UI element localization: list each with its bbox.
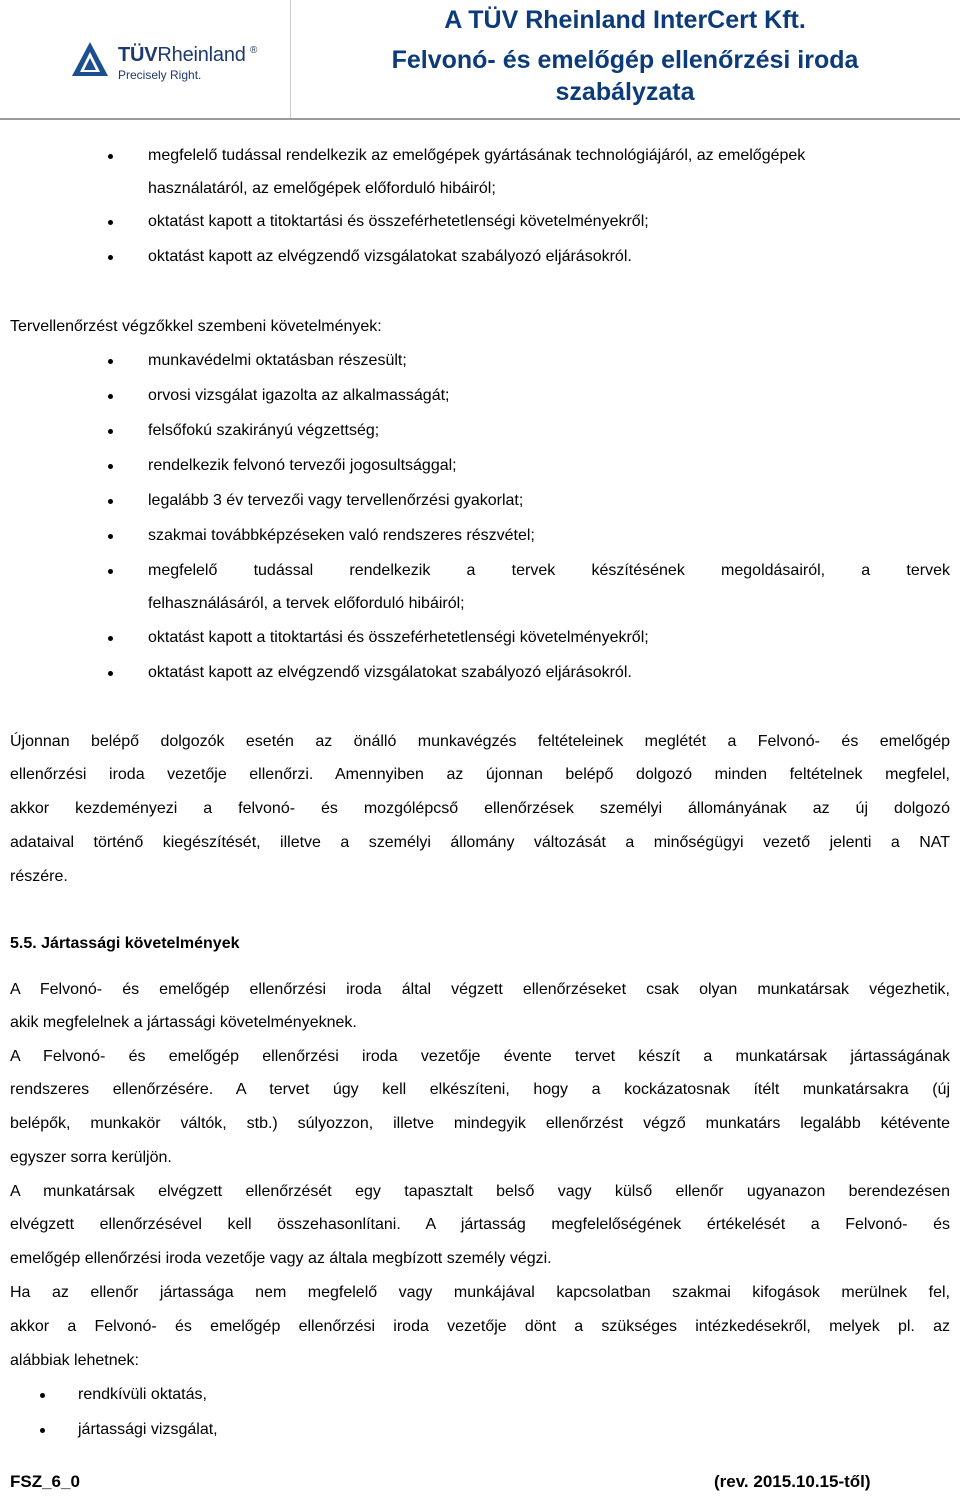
footer-doc-code: FSZ_6_0 — [10, 1472, 80, 1491]
bullet-icon — [108, 464, 113, 469]
page-header — [0, 0, 960, 120]
list-item: oktatást kapott a titoktartási és összeférhetetlenségi követelményekről; — [148, 213, 649, 230]
paragraph-line: belépők, munkakör váltók, stb.) súlyozzon, illetve mindegyik ellenőrzést végző munkatárs legalább kétévente — [10, 1115, 950, 1132]
list-item: munkavédelmi oktatásban részesült; — [148, 352, 407, 369]
bullet-icon — [108, 359, 113, 364]
bullet-icon — [108, 394, 113, 399]
bullet-icon — [108, 499, 113, 504]
paragraph-line: A Felvonó- és emelőgép ellenőrzési iroda vezetője évente tervet készít a munkatársak jártasságának — [10, 1048, 950, 1065]
header-title-company: A TÜV Rheinland InterCert Kft. — [444, 6, 806, 34]
bullet-icon — [108, 569, 113, 574]
list-item: megfelelő tudással rendelkezik a tervek készítésének megoldásairól, a tervek — [148, 562, 950, 579]
bullet-icon — [108, 636, 113, 641]
bullet-icon — [108, 154, 113, 159]
list-item-continued: használatáról, az emelőgépek előforduló hibáiról; — [148, 180, 496, 197]
bullet-icon — [108, 255, 113, 260]
paragraph-line: ellenőrzési iroda vezetője ellenőrzi. Amennyiben az újonnan belépő dolgozó minden feltételnek megfelel, — [10, 766, 950, 783]
list-item: jártassági vizsgálat, — [78, 1421, 218, 1438]
list-item-continued: felhasználásáról, a tervek előforduló hibáiról; — [148, 595, 465, 612]
bullet-icon — [40, 1393, 45, 1398]
paragraph-line: A munkatársak elvégzett ellenőrzését egy tapasztalt belső vagy külső ellenőr ugyanazon berendezésen — [10, 1183, 950, 1200]
logo-wordmark: TÜVRheinland — [118, 44, 246, 66]
section-heading — [10, 934, 239, 954]
reviewer-requirements-intro: Tervellenőrzést végzőkkel szembeni követelmények: — [10, 318, 382, 335]
section-title: Jártassági követelmények — [41, 935, 240, 952]
header-title-office: Felvonó- és emelőgép ellenőrzési iroda — [391, 46, 859, 74]
paragraph-line: akik megfelelnek a jártassági követelményeknek. — [10, 1014, 357, 1031]
bullet-icon — [40, 1428, 45, 1433]
tuv-logo — [70, 40, 280, 85]
list-item: orvosi vizsgálat igazolta az alkalmasságát; — [148, 387, 450, 404]
list-item: legalább 3 év tervezői vagy tervellenőrzési gyakorlat; — [148, 492, 524, 509]
list-item: felsőfokú szakirányú végzettség; — [148, 422, 380, 439]
bullet-icon — [108, 671, 113, 676]
paragraph-line: elvégzett ellenőrzésével kell összehasonlítani. A jártasság megfelelőségének értékelését a Felvonó- és — [10, 1216, 950, 1233]
paragraph-line: akkor a Felvonó- és emelőgép ellenőrzési iroda vezetője dönt a szükséges intézkedésekről, melyek pl. az — [10, 1318, 950, 1335]
paragraph-line: részére. — [10, 868, 68, 885]
registered-mark: ® — [250, 45, 258, 56]
logo-slogan: Precisely Right. — [118, 68, 202, 82]
tuv-triangle-icon — [70, 40, 110, 80]
list-item: rendelkezik felvonó tervezői jogosultsággal; — [148, 457, 457, 474]
footer-revision: (rev. 2015.10.15-től) — [714, 1472, 871, 1491]
list-item: megfelelő tudással rendelkezik az emelőgépek gyártásának technológiájáról, az emelőgépek — [148, 147, 806, 164]
list-item: szakmai továbbképzéseken való rendszeres részvétel; — [148, 527, 535, 544]
paragraph-line: adataival történő kiegészítését, illetve a személyi állomány változását a minőségügyi vezető jelenti a NAT — [10, 834, 950, 851]
paragraph-line: Újonnan belépő dolgozók esetén az önálló munkavégzés feltételeinek meglétét a Felvonó- és emelőgép — [10, 733, 950, 750]
bullet-icon — [108, 429, 113, 434]
paragraph-line: Ha az ellenőr jártassága nem megfelelő vagy munkájával kapcsolatban szakmai kifogások merülnek fel, — [10, 1284, 950, 1301]
paragraph-line: egyszer sorra kerüljön. — [10, 1149, 172, 1166]
section-number: 5.5. — [10, 935, 37, 952]
bullet-icon — [108, 534, 113, 539]
list-item: rendkívüli oktatás, — [78, 1386, 207, 1403]
paragraph-line: akkor kezdeményezi a felvonó- és mozgólépcső ellenőrzések személyi állományának az új dolgozó — [10, 800, 950, 817]
list-item: oktatást kapott a titoktartási és összeférhetetlenségi követelményekről; — [148, 629, 649, 646]
paragraph-line: A Felvonó- és emelőgép ellenőrzési iroda által végzett ellenőrzéseket csak olyan munkatársak végezhetik, — [10, 981, 950, 998]
header-title-doc: szabályzata — [555, 78, 695, 106]
paragraph-line: rendszeres ellenőrzésére. A tervet úgy kell elkészíteni, hogy a kockázatosnak ítélt munkatársakra (új — [10, 1081, 950, 1098]
bullet-icon — [108, 220, 113, 225]
list-item: oktatást kapott az elvégzendő vizsgálatokat szabályozó eljárásokról. — [148, 664, 632, 681]
paragraph-line: emelőgép ellenőrzési iroda vezetője vagy az általa megbízott személy végzi. — [10, 1250, 552, 1267]
list-item: oktatást kapott az elvégzendő vizsgálatokat szabályozó eljárásokról. — [148, 248, 632, 265]
paragraph-line: alábbiak lehetnek: — [10, 1352, 139, 1369]
